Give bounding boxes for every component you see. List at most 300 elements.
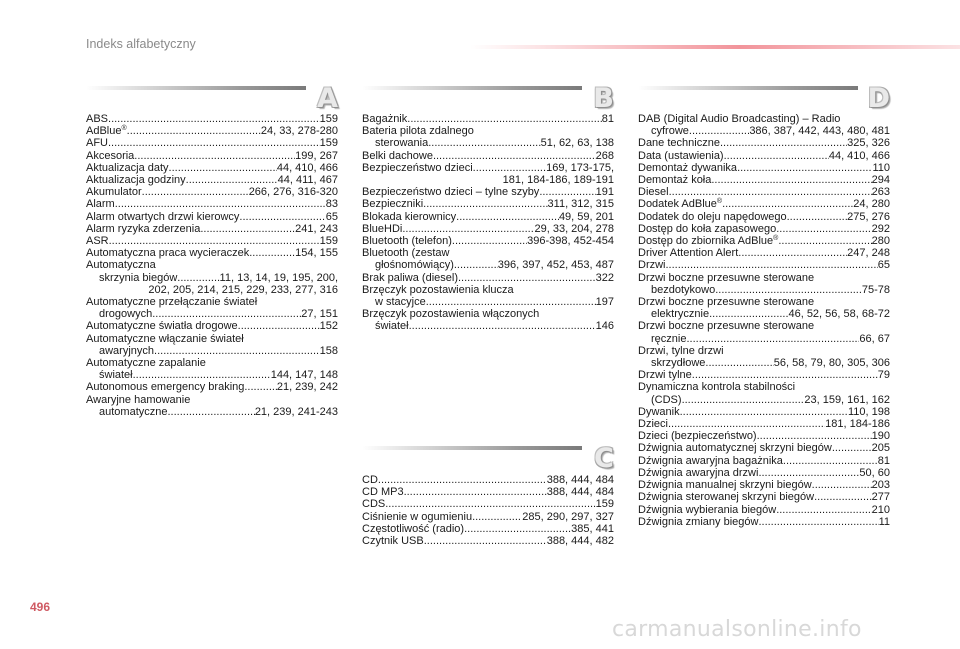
entry-label bbox=[651, 357, 705, 369]
entry-label: Awaryjne hamowanie bbox=[86, 393, 191, 406]
index-entry-line bbox=[362, 272, 614, 284]
index-entry bbox=[362, 523, 614, 535]
entry-label: Dynamiczna kontrola stabilności bbox=[638, 381, 796, 394]
index-entry-line bbox=[638, 259, 890, 271]
entry-label-text: Dostęp do zbiornika AdBlue bbox=[638, 235, 774, 248]
section-divider bbox=[638, 86, 858, 90]
page-references: 268 bbox=[595, 149, 614, 162]
index-entry-line bbox=[362, 535, 614, 547]
page-references: 11 bbox=[878, 515, 890, 528]
index-column-a bbox=[86, 113, 338, 418]
entry-label bbox=[362, 223, 402, 235]
entry-label-text: BlueHDi bbox=[362, 222, 403, 235]
index-entry bbox=[638, 272, 890, 296]
dot-leader bbox=[668, 418, 825, 430]
page-references: 386, 387, 442, 443, 480, 481 bbox=[749, 125, 890, 138]
index-entry-line bbox=[86, 186, 338, 198]
dot-leader bbox=[680, 406, 848, 418]
page-references: 158 bbox=[319, 344, 338, 357]
index-entry-line bbox=[362, 498, 614, 510]
entry-label bbox=[638, 186, 669, 198]
index-entry-line bbox=[638, 516, 890, 528]
entry-label bbox=[362, 272, 458, 284]
dot-leader bbox=[407, 113, 601, 125]
index-entry-heading bbox=[638, 296, 890, 308]
page-references: 285, 290, 297, 327 bbox=[522, 510, 614, 523]
index-entry-line bbox=[362, 486, 614, 498]
entry-label bbox=[375, 296, 426, 308]
entry-label bbox=[651, 308, 709, 320]
entry-label-text: Data (ustawienia) bbox=[638, 149, 724, 162]
entry-label bbox=[638, 150, 724, 162]
entry-label-text: Akcesoria bbox=[86, 149, 135, 162]
entry-label bbox=[638, 198, 722, 210]
dot-leader bbox=[134, 150, 295, 162]
section-letter: B bbox=[593, 83, 614, 114]
page-references-continued: 181, 184-186, 189-191 bbox=[502, 174, 614, 187]
index-entry-line bbox=[362, 137, 614, 149]
page-references: 280 bbox=[871, 235, 890, 248]
index-entry bbox=[362, 235, 614, 247]
entry-label-text: Częstotliwość (radio) bbox=[362, 522, 465, 535]
page-references: 388, 444, 484 bbox=[546, 474, 614, 486]
entry-label-text: Brak paliwa (diesel) bbox=[362, 271, 458, 284]
page-references: 294 bbox=[871, 174, 890, 187]
entry-label-text: Dywanik bbox=[638, 405, 680, 418]
entry-label-text: Bezpieczeństwo dzieci bbox=[362, 161, 473, 174]
registered-mark: ® bbox=[716, 198, 723, 206]
dot-leader bbox=[473, 162, 546, 174]
index-entry bbox=[86, 259, 338, 296]
entry-label bbox=[362, 211, 456, 223]
page-references: 396, 397, 452, 453, 487 bbox=[497, 259, 614, 272]
index-entry bbox=[638, 491, 890, 503]
dot-leader bbox=[669, 186, 872, 198]
index-entry bbox=[638, 296, 890, 320]
entry-label bbox=[651, 125, 689, 137]
index-column-b bbox=[362, 113, 614, 333]
index-entry-line bbox=[638, 137, 890, 149]
page-references: 277 bbox=[871, 491, 890, 504]
entry-label bbox=[362, 150, 433, 162]
index-entry-line bbox=[362, 296, 614, 308]
entry-label-text: cyfrowe bbox=[651, 125, 689, 138]
page-references: 81 bbox=[877, 454, 890, 467]
index-entry-line bbox=[638, 394, 890, 406]
index-entry-line bbox=[362, 511, 614, 523]
index-entry-line bbox=[638, 150, 890, 162]
dot-leader bbox=[402, 223, 534, 235]
registered-mark: ® bbox=[773, 235, 779, 243]
entry-label bbox=[638, 467, 758, 479]
index-entry-line bbox=[638, 357, 890, 369]
index-entry-line bbox=[86, 174, 338, 186]
entry-label-text: Bagażnik bbox=[362, 113, 408, 125]
index-entry-heading bbox=[362, 284, 614, 296]
index-entry bbox=[362, 272, 614, 284]
entry-label-text: CDS bbox=[362, 498, 386, 511]
index-entry-line bbox=[638, 455, 890, 467]
index-entry bbox=[362, 198, 614, 210]
index-entry bbox=[86, 211, 338, 223]
entry-label bbox=[99, 308, 152, 320]
dot-leader bbox=[458, 272, 596, 284]
entry-label bbox=[99, 369, 133, 381]
entry-label bbox=[362, 162, 473, 174]
entry-label-text: Dźwignia automatycznej skrzyni biegów bbox=[638, 442, 832, 455]
index-entry-line bbox=[638, 430, 890, 442]
entry-label bbox=[638, 406, 680, 418]
index-entry bbox=[86, 113, 338, 125]
entry-label: DAB (Digital Audio Broadcasting) – Radio bbox=[638, 113, 841, 125]
dot-leader bbox=[715, 284, 862, 296]
dot-leader bbox=[115, 198, 326, 210]
index-entry-line bbox=[86, 150, 338, 162]
index-entry bbox=[86, 223, 338, 235]
page-references: 146 bbox=[595, 320, 614, 333]
index-entry bbox=[86, 333, 338, 357]
index-entry-line bbox=[86, 125, 338, 137]
page-references: 83 bbox=[325, 198, 338, 211]
index-entry bbox=[362, 308, 614, 332]
entry-label: Drzwi boczne przesuwne sterowane bbox=[638, 320, 815, 333]
dot-leader bbox=[832, 442, 872, 454]
page-references: 181, 184-186 bbox=[825, 418, 890, 431]
index-entry-heading bbox=[362, 308, 614, 320]
index-entry-heading bbox=[86, 259, 338, 271]
entry-label-text: Bezpieczeństwo dzieci – tylne szyby bbox=[362, 186, 540, 199]
dot-leader bbox=[814, 491, 872, 503]
dot-leader bbox=[738, 247, 847, 259]
entry-label bbox=[638, 235, 778, 247]
index-entry-line bbox=[638, 125, 890, 137]
dot-leader bbox=[167, 406, 254, 418]
index-entry-line bbox=[86, 211, 338, 223]
entry-label-text: Dźwignia wybierania biegów bbox=[638, 503, 777, 516]
dot-leader bbox=[758, 516, 878, 528]
entry-label-text: sterowania bbox=[375, 137, 429, 150]
page-references: 56, 58, 79, 80, 305, 306 bbox=[773, 357, 890, 370]
entry-label-text: Blokada kierownicy bbox=[362, 210, 457, 223]
section-a-header bbox=[86, 85, 338, 115]
dot-leader bbox=[385, 498, 595, 510]
entry-label: Drzwi boczne przesuwne sterowane bbox=[638, 296, 815, 309]
dot-leader bbox=[472, 511, 522, 523]
page-references: 65 bbox=[877, 259, 890, 272]
dot-leader bbox=[724, 150, 829, 162]
index-entry-line bbox=[638, 284, 890, 296]
entry-label bbox=[638, 479, 812, 491]
entry-label bbox=[638, 174, 711, 186]
index-entry bbox=[362, 474, 614, 486]
entry-label-text: ASR bbox=[86, 235, 109, 248]
index-entry-line bbox=[362, 320, 614, 332]
page-references: 66, 67 bbox=[859, 332, 890, 345]
dot-leader bbox=[758, 467, 859, 479]
index-entry bbox=[86, 150, 338, 162]
entry-label-text: Akumulator bbox=[86, 186, 142, 199]
page-references: 44, 410, 466 bbox=[276, 161, 338, 174]
entry-label-text: skrzynia biegów bbox=[99, 271, 178, 284]
entry-label-text: Autonomous emergency braking bbox=[86, 381, 245, 394]
index-entry-line bbox=[638, 308, 890, 320]
header-accent-bar bbox=[470, 45, 960, 49]
index-entry-line bbox=[362, 474, 614, 486]
index-entry bbox=[638, 211, 890, 223]
entry-label-text: Dostęp do koła zapasowego bbox=[638, 222, 777, 235]
entry-label: Automatyczne przełączanie świateł bbox=[86, 296, 258, 309]
page-references: 241, 243 bbox=[295, 222, 338, 235]
index-entry-heading bbox=[86, 333, 338, 345]
page-references: 49, 59, 201 bbox=[558, 210, 614, 223]
index-entry-line bbox=[638, 333, 890, 345]
entry-label bbox=[651, 394, 682, 406]
dot-leader bbox=[177, 272, 219, 284]
dot-leader bbox=[452, 235, 527, 247]
index-entry-line bbox=[86, 137, 338, 149]
dot-leader bbox=[757, 430, 872, 442]
index-entry bbox=[86, 125, 338, 137]
dot-leader bbox=[722, 198, 853, 210]
index-entry bbox=[638, 113, 890, 137]
entry-label bbox=[638, 491, 814, 503]
entry-label: Automatyczne włączanie świateł bbox=[86, 332, 244, 345]
entry-label bbox=[375, 137, 428, 149]
section-letter: C bbox=[594, 443, 614, 474]
entry-label bbox=[362, 474, 378, 486]
entry-label bbox=[86, 186, 142, 198]
entry-label bbox=[86, 113, 108, 125]
dot-leader bbox=[433, 150, 596, 162]
entry-label bbox=[638, 211, 787, 223]
page-references: 44, 411, 467 bbox=[277, 174, 338, 187]
index-entry bbox=[362, 113, 614, 125]
dot-leader bbox=[127, 125, 261, 137]
dot-leader bbox=[200, 223, 295, 235]
index-entry-line bbox=[638, 223, 890, 235]
entry-label bbox=[651, 333, 686, 345]
index-entry-line bbox=[638, 235, 890, 247]
index-column-c bbox=[362, 474, 614, 547]
page-references: 23, 159, 161, 162 bbox=[804, 393, 890, 406]
index-entry bbox=[638, 223, 890, 235]
page-references: 210 bbox=[871, 503, 890, 516]
dot-leader bbox=[686, 333, 859, 345]
entry-label: Automatyczna bbox=[86, 259, 156, 272]
entry-label bbox=[362, 498, 385, 510]
entry-label bbox=[86, 381, 244, 393]
index-entry bbox=[638, 235, 890, 247]
entry-label-text: Bluetooth (telefon) bbox=[362, 235, 452, 248]
section-letter: D bbox=[867, 83, 890, 114]
index-entry-line bbox=[86, 308, 338, 320]
index-entry-line bbox=[86, 223, 338, 235]
index-entry bbox=[362, 150, 614, 162]
entry-label-text: Drzwi tylne bbox=[638, 369, 692, 382]
dot-leader bbox=[244, 381, 276, 393]
dot-leader bbox=[404, 486, 547, 498]
entry-label-text: Automatyczna praca wycieraczek bbox=[86, 247, 250, 260]
index-entry bbox=[362, 511, 614, 523]
dot-leader bbox=[108, 113, 320, 125]
index-entry-line bbox=[362, 523, 614, 535]
dot-leader bbox=[249, 247, 295, 259]
dot-leader bbox=[423, 198, 547, 210]
entry-label-text: elektrycznie bbox=[651, 308, 710, 321]
index-entry-line bbox=[638, 491, 890, 503]
index-entry-line bbox=[362, 235, 614, 247]
page-references: 203 bbox=[871, 479, 890, 492]
page-references: 21, 239, 241-243 bbox=[254, 405, 338, 418]
page-references: 388, 444, 482 bbox=[546, 535, 614, 548]
index-entry bbox=[638, 150, 890, 162]
index-entry-line bbox=[638, 504, 890, 516]
dot-leader bbox=[154, 345, 320, 357]
index-entry-line bbox=[638, 186, 890, 198]
entry-label-text: ręcznie bbox=[651, 332, 687, 345]
index-entry-line bbox=[638, 479, 890, 491]
entry-label bbox=[638, 247, 738, 259]
dot-leader bbox=[109, 235, 320, 247]
dot-leader bbox=[709, 308, 788, 320]
page-references: 152 bbox=[319, 320, 338, 333]
page-references: 263 bbox=[871, 186, 890, 199]
dot-leader bbox=[108, 137, 320, 149]
index-entry bbox=[86, 235, 338, 247]
entry-label-text: Demontaż dywanika bbox=[638, 161, 738, 174]
entry-label: Bateria pilota zdalnego bbox=[362, 125, 474, 138]
entry-label bbox=[86, 137, 108, 149]
index-entry-line bbox=[638, 211, 890, 223]
index-entry-line bbox=[86, 369, 338, 381]
page-references: 385, 441 bbox=[571, 522, 614, 535]
index-entry bbox=[362, 223, 614, 235]
entry-label bbox=[362, 535, 424, 547]
index-entry bbox=[638, 467, 890, 479]
index-entry bbox=[362, 284, 614, 308]
header-title: Indeks alfabetyczny bbox=[86, 37, 196, 51]
index-entry-line bbox=[86, 381, 338, 393]
index-entry-heading bbox=[362, 125, 614, 137]
dot-leader bbox=[142, 186, 249, 198]
dot-leader bbox=[776, 504, 871, 516]
entry-label-text: Bezpieczniki bbox=[362, 198, 424, 211]
index-entry-line bbox=[86, 247, 338, 259]
entry-label: Drzwi, tylne drzwi bbox=[638, 344, 724, 357]
dot-leader bbox=[454, 259, 498, 271]
page-references: 110 bbox=[872, 161, 890, 174]
entry-label bbox=[375, 320, 409, 332]
index-entry bbox=[638, 418, 890, 430]
index-column-d bbox=[638, 113, 890, 528]
index-entry bbox=[362, 247, 614, 271]
index-entry-line bbox=[86, 162, 338, 174]
entry-label-text: Automatyczne światła drogowe bbox=[86, 320, 238, 333]
page-references: 29, 33, 204, 278 bbox=[534, 222, 614, 235]
entry-label bbox=[99, 272, 177, 284]
index-entry bbox=[362, 186, 614, 198]
index-entry bbox=[362, 498, 614, 510]
index-entry bbox=[86, 186, 338, 198]
entry-label bbox=[86, 223, 200, 235]
entry-label bbox=[638, 369, 692, 381]
entry-label-text: CD MP3 bbox=[362, 486, 404, 499]
entry-label bbox=[362, 113, 407, 125]
index-entry-heading bbox=[638, 320, 890, 332]
dot-leader bbox=[787, 211, 848, 223]
index-entry bbox=[86, 162, 338, 174]
entry-label-text: (CDS) bbox=[651, 393, 682, 406]
entry-label bbox=[86, 211, 239, 223]
index-entry bbox=[86, 381, 338, 393]
entry-label bbox=[86, 150, 134, 162]
index-entry-heading bbox=[638, 381, 890, 393]
page-references: 396-398, 452-454 bbox=[527, 235, 614, 248]
index-entry-line bbox=[86, 406, 338, 418]
entry-label bbox=[86, 174, 186, 186]
index-entry bbox=[362, 535, 614, 547]
section-divider bbox=[362, 86, 582, 90]
page-references: 205 bbox=[871, 442, 890, 455]
index-entry-line bbox=[86, 198, 338, 210]
index-entry-line bbox=[362, 198, 614, 210]
entry-label: Brzęczyk pozostawienia klucza bbox=[362, 283, 514, 296]
page-references: 44, 410, 466 bbox=[828, 149, 890, 162]
page-references: 51, 62, 63, 138 bbox=[540, 137, 614, 150]
page-references: 159 bbox=[595, 498, 614, 511]
dot-leader bbox=[169, 162, 277, 174]
index-entry bbox=[86, 357, 338, 381]
index-entry-line bbox=[86, 235, 338, 247]
section-divider bbox=[86, 86, 306, 90]
index-entry-heading bbox=[638, 113, 890, 125]
entry-label-text: Dane techniczne bbox=[638, 137, 720, 150]
entry-label bbox=[86, 162, 169, 174]
page-references: 154, 155 bbox=[295, 247, 338, 260]
page-number: 496 bbox=[30, 600, 51, 614]
page-references: 275, 276 bbox=[847, 210, 890, 223]
entry-label-text: Belki dachowe bbox=[362, 149, 433, 162]
dot-leader bbox=[776, 223, 871, 235]
index-entry-line bbox=[362, 259, 614, 271]
index-entry bbox=[638, 430, 890, 442]
index-entry-line bbox=[362, 186, 614, 198]
page-references: 169, 173-175, bbox=[546, 161, 614, 174]
entry-label bbox=[651, 284, 715, 296]
entry-label-text: Dźwignia awaryjna bagażnika bbox=[638, 454, 783, 467]
dot-leader bbox=[409, 320, 596, 332]
page-references: 11, 13, 14, 19, 195, 200, bbox=[219, 271, 338, 284]
index-entry-line bbox=[638, 174, 890, 186]
index-entry bbox=[638, 186, 890, 198]
entry-label-text: Dodatek AdBlue bbox=[638, 198, 717, 211]
entry-label bbox=[99, 406, 167, 418]
dot-leader bbox=[378, 474, 547, 486]
dot-leader bbox=[424, 535, 547, 547]
entry-label-text: Driver Attention Alert bbox=[638, 247, 739, 260]
page-references: 388, 444, 484 bbox=[546, 486, 614, 499]
entry-label bbox=[362, 198, 423, 210]
page-references: 46, 52, 56, 58, 68-72 bbox=[788, 308, 890, 321]
entry-label bbox=[86, 125, 127, 137]
index-entry bbox=[638, 174, 890, 186]
dot-leader bbox=[682, 394, 805, 406]
index-entry bbox=[86, 296, 338, 320]
entry-label bbox=[362, 486, 404, 498]
entry-label bbox=[99, 345, 154, 357]
index-entry bbox=[638, 162, 890, 174]
entry-label-text: świateł bbox=[99, 369, 133, 382]
